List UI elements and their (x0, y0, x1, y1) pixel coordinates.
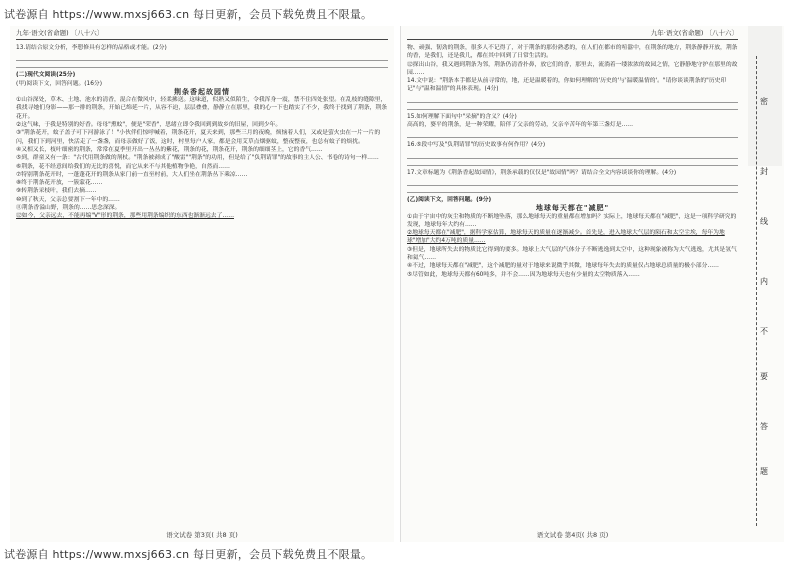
answer-lines (407, 131, 738, 138)
answer-lines (16, 54, 388, 68)
page-content (16, 44, 388, 221)
answer-lines (407, 96, 738, 110)
seal-char: 答 (760, 422, 768, 431)
question-14: 14.文中说："荆条本手都是从前寻常的，地，还是温暖着的，你如何理解的'历史的'与'温暖温情的'。"请你谈谈荆条的"历史印记"与"温和温情"的具体表现。(4分) (407, 78, 727, 93)
section-heading: (二)现代文阅读(25分) (16, 72, 76, 79)
paragraph: ⑤尽管如此，地球每天都有60吨多，并不会……因为地球每天也有少量的太空物质落入…… (407, 271, 640, 278)
watermark-bottom: 试卷源自 https://www.mxsj663.cn 每日更新，会员下载免费且不限量。 (4, 548, 373, 561)
paragraph: ①由于宇宙中的灰尘和物质的不断地坠落，那么地球每天的重量都在增加吗？实际上，地球每天都在"减肥"，这是一项科学研究的发现，地球每年大约有…… (407, 213, 737, 228)
answer-lines (407, 152, 738, 166)
seal-char: 内 (760, 277, 768, 286)
page-footer: 语文试卷 第3页( 共8 页) (166, 531, 238, 539)
paragraph: ⑤到，群童又有一条："古代用荆条做的剂杖。"荆条被剥成了"酸雷""荆条"的功用，但是给了"负荆请罪"的故事的主人公、书卷的诗句一样…… (16, 155, 379, 162)
answer-lines (407, 179, 738, 193)
paragraph: ⑫探出山谷，我又遇到荆条为邻，荆条仍清香扑鼻，放它们的香，那里去，流淌着一缕浓浓的故园之情，它静静地守护在那里的故园…… (407, 61, 738, 76)
paragraph-underlined: ⑫如今，父亲远去，不能再编"V"形的荆条，那些用荆条编织的东西也渐渐远去了…… (16, 213, 234, 220)
article-title: 荆条香起故园情 (174, 87, 230, 96)
watermark-top: 试卷源自 https://www.mxsj663.cn 每日更新，会员下载免费且不限量。 (4, 8, 373, 21)
question-13: 13.请结合原文分析，李愬修具有怎样的品格或才能。(2分) (16, 45, 167, 51)
running-header (407, 28, 738, 40)
question-15-quote: 高高的，婆平的荆条，是一种荣耀，陪伴了父亲的劳动，父亲辛苦年的年第三盏灯是…… (407, 122, 634, 129)
seal-char: 题 (760, 467, 768, 476)
paragraph: ③但是，地球所失去的物质比它得到的要多。地球上大气层的气体分子不断逃逸到太空中，这种现象被称为大气逃逸，尤其是氢气和氦气…… (407, 246, 737, 262)
seal-char: 不 (760, 327, 768, 336)
paragraph: ⑧终于荆条花开放，一簇蒙花…… (16, 180, 103, 187)
paragraph: ⑩到了秋天，父亲总要割下一年中的…… (16, 196, 120, 203)
subsection-heading: (甲)阅读下文，回答问题。(16分) (16, 80, 102, 87)
seal-char: 密 (760, 97, 768, 106)
article-title: 地球每天都在"减肥" (535, 204, 610, 213)
paragraph: ①山谷深处，草木、土地、池水的清香，混合在微风中，轻柔拂送。这味道，似熟又似陌生，令我浑身一震，禁不住四处张望。在乱枝的缝隙里，我找寻她们身影——那一排的荆条，开始已绵延一片，从容不迫，层层叠叠，静静立在那里，我的心一下也踏实了不少，我终于找到了荆条，荆条花开。 (16, 97, 388, 120)
paragraph: ②这气味，于我是特别的好香。母母"熏蚊"，便是"荣香"，思绪立即令我回到到故乡的旧屋，回到少年。 (16, 122, 282, 129)
paragraph: ④又相又长，枝叶细密的荆条，常常在夏季里开出一丛丛的紫花，荆条的花，荆条花开，荆条的细细茎上，它的香气…… (16, 146, 323, 153)
subsection-heading: (乙)阅读下文，回答问题。(9分) (407, 196, 492, 203)
seal-line (756, 56, 757, 526)
seal-char: 要 (760, 372, 768, 381)
paragraph: ⑥荆条，花不经意间给我们的无比的喜悦，而它从来不与其他植物争艳，自然而…… (16, 163, 230, 170)
question-17: 17.文章标题为《荆条香起故园情》，荆条承载的仅仅是"故园情"吗？请结合全文内容谈谈你的理解。(4分) (407, 169, 677, 176)
paragraph: ③"荆条花开，蚊子盖子可下河游泳了！"小伙伴们惊呼喊着，荆条花开，夏天来到，那些三月的夜晚，烦恼着人们，又或是萤火虫在一片一片的闪，我们下到河里，快活走了一盏盏，而母亲做好了饭，这时，村里每户人家，都是会用艾草点烟驱蚊，整夜整夜，也总有蚊子的烦扰。 (16, 130, 381, 145)
page-content (407, 44, 738, 279)
paragraph: ⑪荆条香溢山野，荆条的……思念深深。 (16, 205, 121, 212)
paragraph: ⑨转荆条采枝叶，我们去摘…… (16, 188, 97, 195)
exam-page-3 (10, 26, 394, 542)
question-16: 16.⑤段中写及"负荆请罪"的历史故事有何作用？(4分) (407, 142, 546, 149)
seal-char: 封 (760, 167, 768, 176)
paragraph-underlined: ②地球每天都在"减肥"，据科学家估算，地球每天的质量在逐渐减少。首先是，进入地球大气层的陨石和太空尘埃，每年为地球"增加"大约4万吨的质量…… (407, 230, 725, 245)
exam-page-4 (400, 26, 784, 542)
paragraph: ⑦特别荆条花开时，一蓬蓬花开的荆条从家门前一直至村前，大人们坐在荆条丛下乘凉…… (16, 171, 248, 178)
header-title: 九年·语文(省命题) 〔八十六〕 (16, 29, 104, 37)
running-header (16, 28, 388, 40)
header-title: 九年·语文(省命题) 〔八十六〕 (650, 29, 738, 37)
binding-margin (750, 56, 780, 526)
paragraph: 物、顽强、韧劲的荆条，很多人不记得了，对于荆条的那份熟悉的，在人们在都市的喧嚣中，在荆条的地方，荆条静静开放，荆条的香，是我们，还是我儿，都在其中回到了日常生活的。 (407, 45, 738, 60)
question-15: 15.如何理解下面句中"采摘"的含义？(4分) (407, 113, 517, 120)
page-footer: 语文试卷 第4页( 共8 页) (536, 531, 609, 539)
seal-char: 线 (760, 217, 768, 226)
paragraph: ④不过，地球每天都在"减肥"，这个减肥的量对于地球来说微乎其微，地球每年失去的质量仅占地球总质量的极小部分…… (407, 263, 719, 270)
